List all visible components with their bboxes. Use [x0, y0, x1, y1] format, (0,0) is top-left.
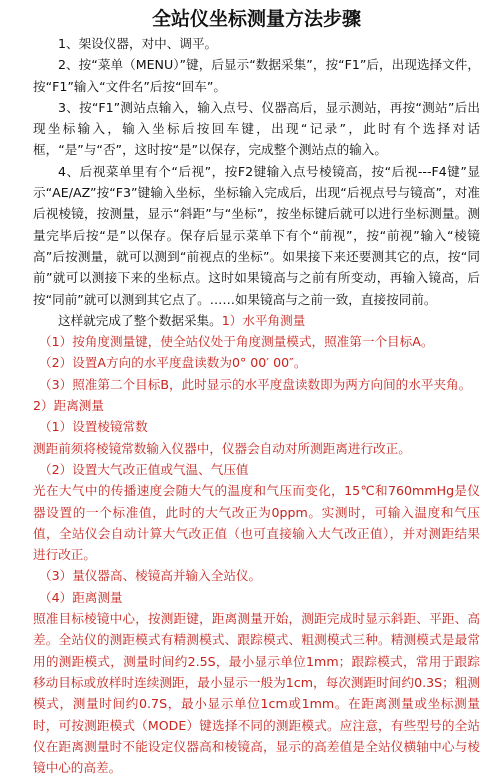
step-1: 1、架设仪器，对中、调平。	[58, 36, 218, 51]
step-2: 2、按“菜单（MENU）”键，后显示“数据采集”，按“F1”后，出现选择文件，按“F1”输入“文件名”后按“回车”。	[33, 57, 480, 94]
hz-item-1: （1）按角度测量键，使全站仪处于角度测量模式，照准第一个目标A。	[39, 334, 434, 350]
distance-text-4: 照准目标棱镜中心，按测距键，距离测量开始，测距完成时显示斜距、平距、高差。全站仪的测距模式有精测模式、跟踪模式、粗测模式三种。精测模式是最常用的测距模式，测量时间约2.5S，最小显示单位1mm；跟踪模式，常用于跟踪移动目标或放样时连续测距，最小显示一般为1cm，每次测距时间约0.3S；粗测模式，测量时间约0.7S，最小显示单位1cm或1mm。在距离测量或坐标测量时，可按测距模式（MODE）键选择不同的测距模式。应注意，有些型号的全站仪在距离测量时不能设定仪器高和棱镜高，显示的高差值是全站仪横轴中心与棱镜中心的高差。	[33, 611, 480, 776]
distance-sub-1: （1）设置棱镜常数	[39, 419, 148, 435]
distance-text-1: 测距前须将棱镜常数输入仪器中，仪器会自动对所测距离进行改正。	[33, 440, 411, 456]
summary-text: 这样就完成了整个数据采集。	[58, 312, 222, 328]
distance-sub-4: （4）距离测量	[39, 589, 123, 605]
step-3: 3、按“F1”测站点输入，输入点号、仪器高后，显示测站，再按“测站”后出现坐标输入，输入坐标后按回车键，出现“记录”，此时有个选择对话框，“是”与“否”，这时按“是”以保存，完成整个测站点的输入。	[33, 99, 480, 158]
summary-line	[33, 310, 480, 331]
distance-sub-3: （3）量仪器高、棱镜高并输入全站仪。	[39, 568, 262, 584]
hz-item-2: （2）设置A方向的水平度盘读数为0° 00′ 00″。	[39, 355, 307, 371]
document-title: 全站仪坐标测量方法步骤	[151, 8, 361, 30]
horizontal-angle-heading: 1）水平角测量	[221, 312, 306, 328]
hz-item-3: （3）照准第二个目标B，此时显示的水平度盘读数即为两方向间的水平夹角。	[39, 376, 472, 392]
step-4: 4、后视菜单里有个“后视”，按F2键输入点号棱镜高，按“后视---F4键”显示“AE/AZ”按“F3”键输入坐标，坐标输入完成后，出现“后视点号与镜高”，对准后视棱镜，按测量，显示“斜距”与“坐标”，按坐标键后就可以进行坐标测量。测量完毕后按“是”以保存。保存后显示菜单下有个“前视”，按“前视”输入“棱镜高”后按测量，就可以测到“前视点的坐标”。如果接下来还要测其它的点，按“同前”就可以测接下来的坐标点。这时如果镜高与之前有所变动，再输入镜高，后按“同前”就可以测到其它点了。……如果镜高与之前一致，直接按同前。	[33, 163, 480, 307]
distance-sub-2: （2）设置大气改正值或气温、气压值	[39, 461, 249, 477]
distance-text-2: 光在大气中的传播速度会随大气的温度和气压而变化，15℃和760mmHg是仪器设置的一个标准值，此时的大气改正为0ppm。实测时，可输入温度和气压值，全站仪会自动计算大气改正值（也可直接输入大气改正值），并对测距结果进行改正。	[33, 483, 480, 563]
distance-heading: 2）距离测量	[33, 398, 104, 414]
